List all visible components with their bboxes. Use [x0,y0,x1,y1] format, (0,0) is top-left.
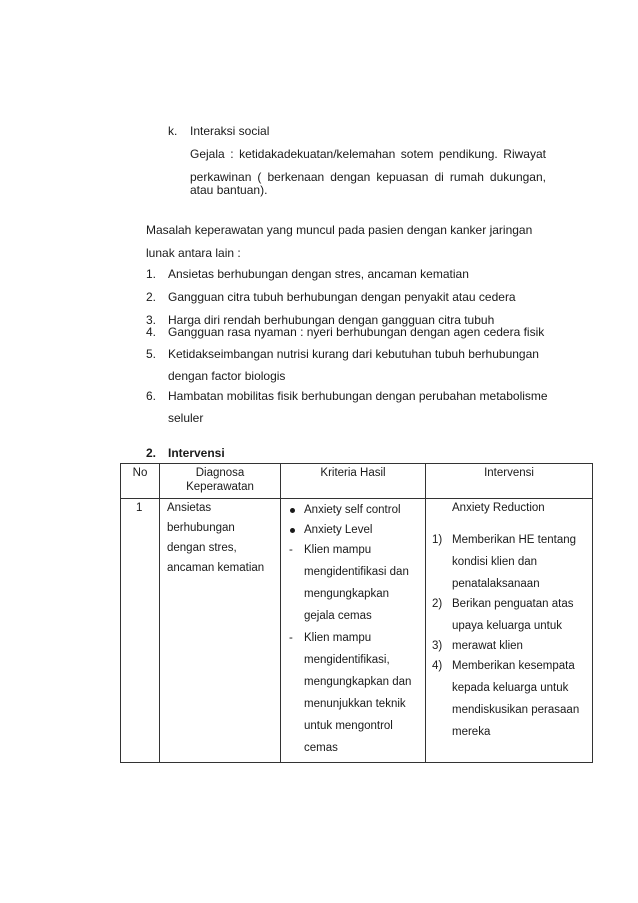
header-diagnosa-line-1: Diagnosa [195,467,245,479]
problem-number: 6. [146,389,157,403]
kriteria-line: mengungkapkan dan [304,676,412,688]
problem-number: 4. [146,325,157,339]
problem-text: Ansietas berhubungan dengan stres, ancaman kematian [168,267,469,281]
problem-text: Harga diri rendah berhubungan dengan gangguan citra tubuh [168,313,495,327]
intervensi-line: mendiskusikan perasaan [452,704,580,716]
header-intervensi-label: Intervensi [484,467,534,479]
header-intervensi [426,464,593,499]
cell-no [121,499,160,763]
diagnosa-line: berhubungan [167,522,235,534]
problem-text: Ketidakseimbangan nutrisi kurang dari kebutuhan tubuh berhubungan [168,347,539,361]
section-k-line-3: atau bantuan). [190,183,268,197]
section-2-number: 2. [146,446,157,460]
problem-text-continued: seluler [168,411,204,425]
problem-text: Gangguan citra tubuh berhubungan dengan penyakit atau cedera [168,290,516,304]
kriteria-line: mengidentifikasi dan [304,566,409,578]
problem-number: 1. [146,267,157,281]
cell-kriteria [281,499,426,763]
diagnosa-line: dengan stres, [167,542,237,554]
problems-intro-line-2: lunak antara lain : [146,246,241,260]
header-kriteria [281,464,426,499]
problems-intro-line-1: Masalah keperawatan yang muncul pada pasien dengan kanker jaringan [146,223,533,237]
header-no [121,464,160,499]
kriteria-line: untuk mengontrol [304,720,393,732]
table-header-row [121,464,593,499]
table-row [121,499,593,763]
kriteria-line: gejala cemas [304,610,372,622]
problem-number: 5. [146,347,157,361]
kriteria-line: mengungkapkan [304,588,390,600]
problem-number: 2. [146,290,157,304]
intervensi-line: kondisi klien dan [452,556,538,568]
kriteria-bullet-item: Anxiety Level [304,524,373,536]
intervensi-line: Berikan penguatan atas [452,598,574,610]
header-diagnosa-line-2: Keperawatan [186,481,254,493]
intervensi-number: 2) [432,598,443,610]
dash-marker: - [289,632,293,644]
dash-marker: - [289,544,293,556]
intervensi-line: penatalaksanaan [452,578,540,590]
intervensi-number: 1) [432,534,443,546]
kriteria-line: Klien mampu [304,544,372,556]
diagnosa-line: ancaman kematian [167,562,265,574]
intervensi-line: Memberikan HE tentang [452,534,577,546]
section-2-title: Intervensi [168,446,225,460]
header-kriteria-label: Kriteria Hasil [320,467,386,479]
header-diagnosa [160,464,281,499]
kriteria-line: mengidentifikasi, [304,654,390,666]
bullet-icon [290,528,295,533]
intervention-table [120,463,593,763]
kriteria-line: Klien mampu [304,632,372,644]
section-k-line-2: perkawinan ( berkenaan dengan kepuasan di rumah dukungan, [190,170,546,184]
intervensi-line: kepada keluarga untuk [452,682,569,694]
problem-text: Hambatan mobilitas fisik berhubungan dengan perubahan metabolisme [168,389,548,403]
problem-number: 3. [146,313,157,327]
cell-intervensi [426,499,593,763]
kriteria-line: cemas [304,742,338,754]
section-k-title: Interaksi social [190,124,270,138]
problem-text-continued: dengan factor biologis [168,369,286,383]
section-k-line-1: Gejala : ketidakadekuatan/kelemahan sotem pendikung. Riwayat [190,147,546,161]
problem-text: Gangguan rasa nyaman : nyeri berhubungan dengan agen cedera fisik [168,325,545,339]
section-k-marker: k. [168,124,178,138]
diagnosa-line: Ansietas [167,502,212,514]
intervensi-line: mereka [452,726,491,738]
intervensi-line: Memberikan kesempata [452,660,575,672]
bullet-icon [290,508,295,513]
kriteria-line: menunjukkan teknik [304,698,406,710]
kriteria-bullet-item: Anxiety self control [304,504,401,516]
intervensi-line: upaya keluarga untuk [452,620,562,632]
header-no-label: No [132,467,148,479]
intervensi-number: 3) [432,640,443,652]
row-number: 1 [136,502,143,514]
intervensi-number: 4) [432,660,443,672]
intervensi-line: merawat klien [452,640,523,652]
cell-diagnosa [160,499,281,763]
intervensi-title: Anxiety Reduction [452,502,545,514]
